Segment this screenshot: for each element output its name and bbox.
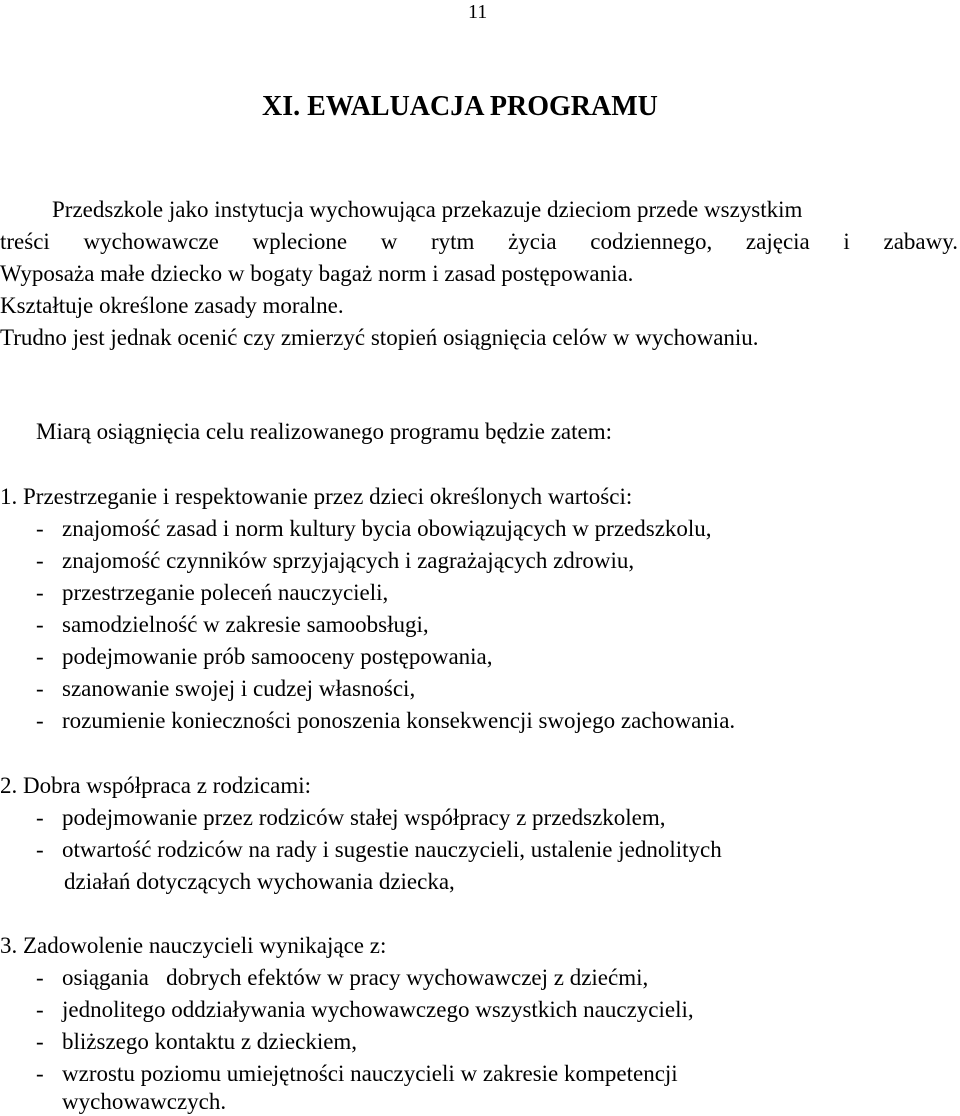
list-dash: -	[36, 997, 44, 1022]
page-number: 11	[468, 1, 488, 23]
intro-line-2: treści wychowawcze wplecione w rytm życia codziennego, zajęcia i zabawy.	[0, 229, 958, 254]
page-title: XI. EWALUACJA PROGRAMU	[262, 91, 658, 122]
list-item-continuation: działań dotyczących wychowania dziecka,	[64, 869, 455, 894]
list-dash: -	[36, 1029, 44, 1054]
intro-line-5: Trudno jest jednak ocenić czy zmierzyć stopień osiągnięcia celów w wychowaniu.	[0, 325, 759, 350]
list-dash: -	[36, 805, 44, 830]
list-item-continuation: wychowawczych.	[62, 1089, 227, 1114]
intro-line-3: Wyposaża małe dziecko w bogaty bagaż norm i zasad postępowania.	[0, 261, 634, 286]
list-dash: -	[36, 644, 44, 669]
list-dash: -	[36, 1061, 44, 1086]
list-dash: -	[36, 612, 44, 637]
list-dash: -	[36, 708, 44, 733]
list-dash: -	[36, 676, 44, 701]
list-dash: -	[36, 965, 44, 990]
list-dash: -	[36, 548, 44, 573]
intro-line-1: Przedszkole jako instytucja wychowująca przekazuje dzieciom przede wszystkim	[52, 197, 803, 222]
section-3-title: 3. Zadowolenie nauczycieli wynikające z:	[0, 933, 387, 958]
intro-line-4: Kształtuje określone zasady moralne.	[0, 293, 344, 318]
measure-statement: Miarą osiągnięcia celu realizowanego programu będzie zatem:	[36, 419, 612, 444]
list-dash: -	[36, 837, 44, 862]
list-dash: -	[36, 580, 44, 605]
section-1-title: 1. Przestrzeganie i respektowanie przez dzieci określonych wartości:	[0, 484, 633, 509]
section-2-title: 2. Dobra współpraca z rodzicami:	[0, 773, 312, 798]
list-dash: -	[36, 516, 44, 541]
